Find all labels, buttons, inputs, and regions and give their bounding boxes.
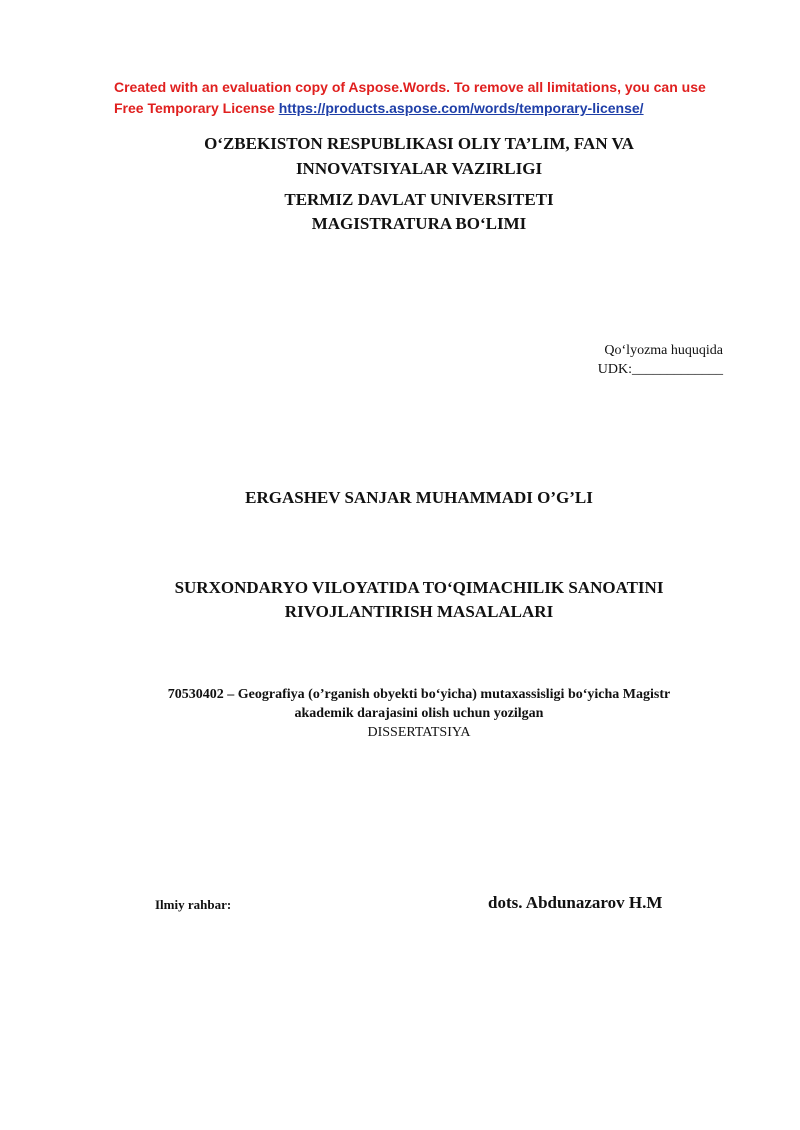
advisor-name: dots. Abdunazarov H.M [488, 893, 663, 912]
manuscript-rights-block [598, 341, 723, 379]
ministry-line-2: INNOVATSIYALAR VAZIRLIGI [295, 159, 543, 178]
temporary-license-link[interactable]: https://products.aspose.com/words/temporary-license/ [278, 100, 644, 116]
advisor-label: Ilmiy rahbar: [155, 897, 232, 912]
university-line-1: TERMIZ DAVLAT UNIVERSITETI [284, 190, 554, 209]
thesis-title-line-2: RIVOJLANTIRISH MASALALARI [284, 602, 554, 621]
manuscript-rights-label: Qo‘lyozma huquqida [604, 343, 723, 358]
specialty-line-2: akademik darajasini olish uchun yozilgan [294, 706, 544, 721]
watermark-line-2-prefix: Free Temporary License [114, 100, 275, 116]
evaluation-watermark [114, 77, 754, 119]
watermark-line-1: Created with an evaluation copy of Aspose.Words. To remove all limitations, you can use [114, 79, 706, 95]
thesis-title [120, 576, 718, 624]
udk-field: UDK:_____________ [597, 362, 723, 377]
university-heading [160, 188, 678, 236]
author-name: ERGASHEV SANJAR MUHAMMADI O’G’LI [245, 488, 593, 507]
ministry-heading [160, 131, 678, 181]
ministry-line-1: O‘ZBEKISTON RESPUBLIKASI OLIY TA’LIM, FAN VA [204, 134, 634, 153]
thesis-title-line-1: SURXONDARYO VILOYATIDA TO‘QIMACHILIK SANOATINI [174, 578, 664, 597]
university-line-2: MAGISTRATURA BO‘LIMI [311, 214, 527, 233]
document-type: DISSERTATSIYA [367, 725, 471, 740]
specialty-line-1: 70530402 – Geografiya (o’rganish obyekti bo‘yicha) mutaxassisligi bo‘yicha Magistr [167, 687, 671, 702]
specialty-description [110, 685, 728, 723]
